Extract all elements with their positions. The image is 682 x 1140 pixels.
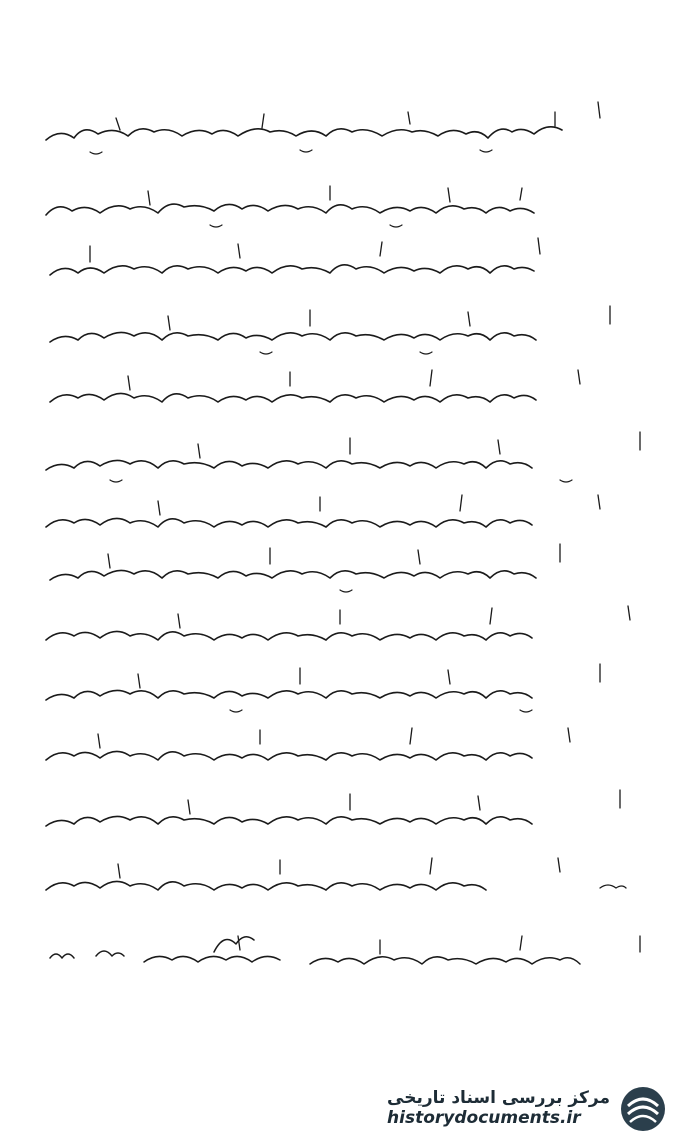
manuscript-line-13 (46, 858, 626, 890)
manuscript-line-8 (50, 544, 560, 592)
manuscript-line-5 (50, 370, 580, 402)
manuscript-line-14 (50, 936, 640, 964)
manuscript-line-10 (46, 664, 600, 712)
watermark-url: historydocuments.ir (387, 1108, 581, 1129)
manuscript-line-11 (46, 728, 570, 760)
watermark-text (387, 1089, 610, 1128)
manuscript-line-2 (46, 186, 534, 227)
manuscript-line-3 (50, 238, 540, 275)
manuscript-line-1 (46, 102, 600, 154)
manuscript-line-7 (46, 495, 600, 527)
manuscript-line-9 (46, 606, 630, 640)
watermark (387, 1084, 668, 1134)
watermark-title: مرکز بررسی اسناد تاریخی (387, 1088, 610, 1109)
manuscript-line-12 (46, 790, 620, 826)
manuscript-line-6 (46, 432, 640, 482)
manuscript-line-4 (50, 306, 610, 354)
archive-seal-icon (618, 1084, 668, 1134)
